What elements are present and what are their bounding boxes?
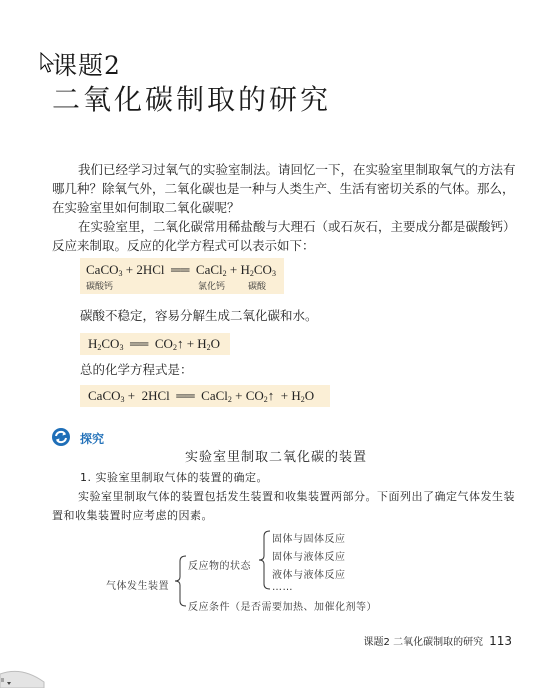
equation-formula: $H_2CO_3$ ══ $CO_2↑ + H_2O$ [88,336,221,352]
page-title: 二氧化碳制取的研究 [52,83,332,116]
inner-brace [258,530,272,590]
equation-h2co3-decompose [80,333,230,355]
paragraph-apparatus: 实验室里制取气体的装置包括发生装置和收集装置两部分。下面列出了确定气体发生装置和收集装置时应考虑的因素。 [52,490,515,522]
tree-leaf-ellipsis: …… [272,582,293,593]
step-heading: 1. 实验室里制取气体的装置的确定。 [80,471,268,484]
tree-leaf-solid-solid: 固体与固体反应 [272,534,346,545]
cacl2-label: 氯化钙 [198,282,226,292]
tree-branch-reactant-state: 反应物的状态 [188,561,251,572]
tree-root: 气体发生装置 [106,581,169,592]
h2co3-label: 碳酸 [248,282,267,292]
outer-brace [174,555,188,607]
lesson-label: 课题2 [52,51,121,80]
footer-chapter: 课题2 二氧化碳制取的研究 [363,637,484,648]
section-heading: 实验室里制取二氧化碳的装置 [184,450,367,465]
paragraph-decompose: 碳酸不稳定，容易分解生成二氧化碳和水。 [80,308,318,323]
explore-icon [51,427,71,447]
tree-leaf-liquid-liquid: 液体与液体反应 [272,570,346,581]
tree-leaf-solid-liquid: 固体与液体反应 [272,552,346,563]
page-number: 113 [489,634,512,648]
caco3-label: 碳酸钙 [86,282,114,292]
equation-formula: CaCO$_3$ + 2HCl ══ CaCl$_2$ + $H_2CO_3$ [86,262,276,278]
equation-formula: CaCO$_3$ + 2HCl ══ CaCl$_2$ + $CO_2↑ + H_2O$ [88,388,315,404]
page-footer [364,633,512,648]
paragraph-intro: 我们已经学习过氧气的实验室制法。请回忆一下，在实验室里制取氧气的方法有哪几种？除氧气外，二氧化碳也是一种与人类生产、生活有密切关系的气体。那么，在实验室里如何制取二氧化碳呢？ [52,162,516,215]
scroll-corner-dropdown-icon[interactable] [0,668,46,688]
paragraph-method: 在实验室里，二氧化碳常用稀盐酸与大理石（或石灰石，主要成分都是碳酸钙）反应来制取。反应的化学方程式可以表示如下： [52,219,516,253]
equation-caco3-hcl [80,258,284,294]
explore-label: 探究 [80,432,105,446]
equation-total [80,385,330,407]
tree-branch-conditions: 反应条件（是否需要加热、加催化剂等） [188,602,377,613]
paragraph-total: 总的化学方程式是： [80,362,193,377]
